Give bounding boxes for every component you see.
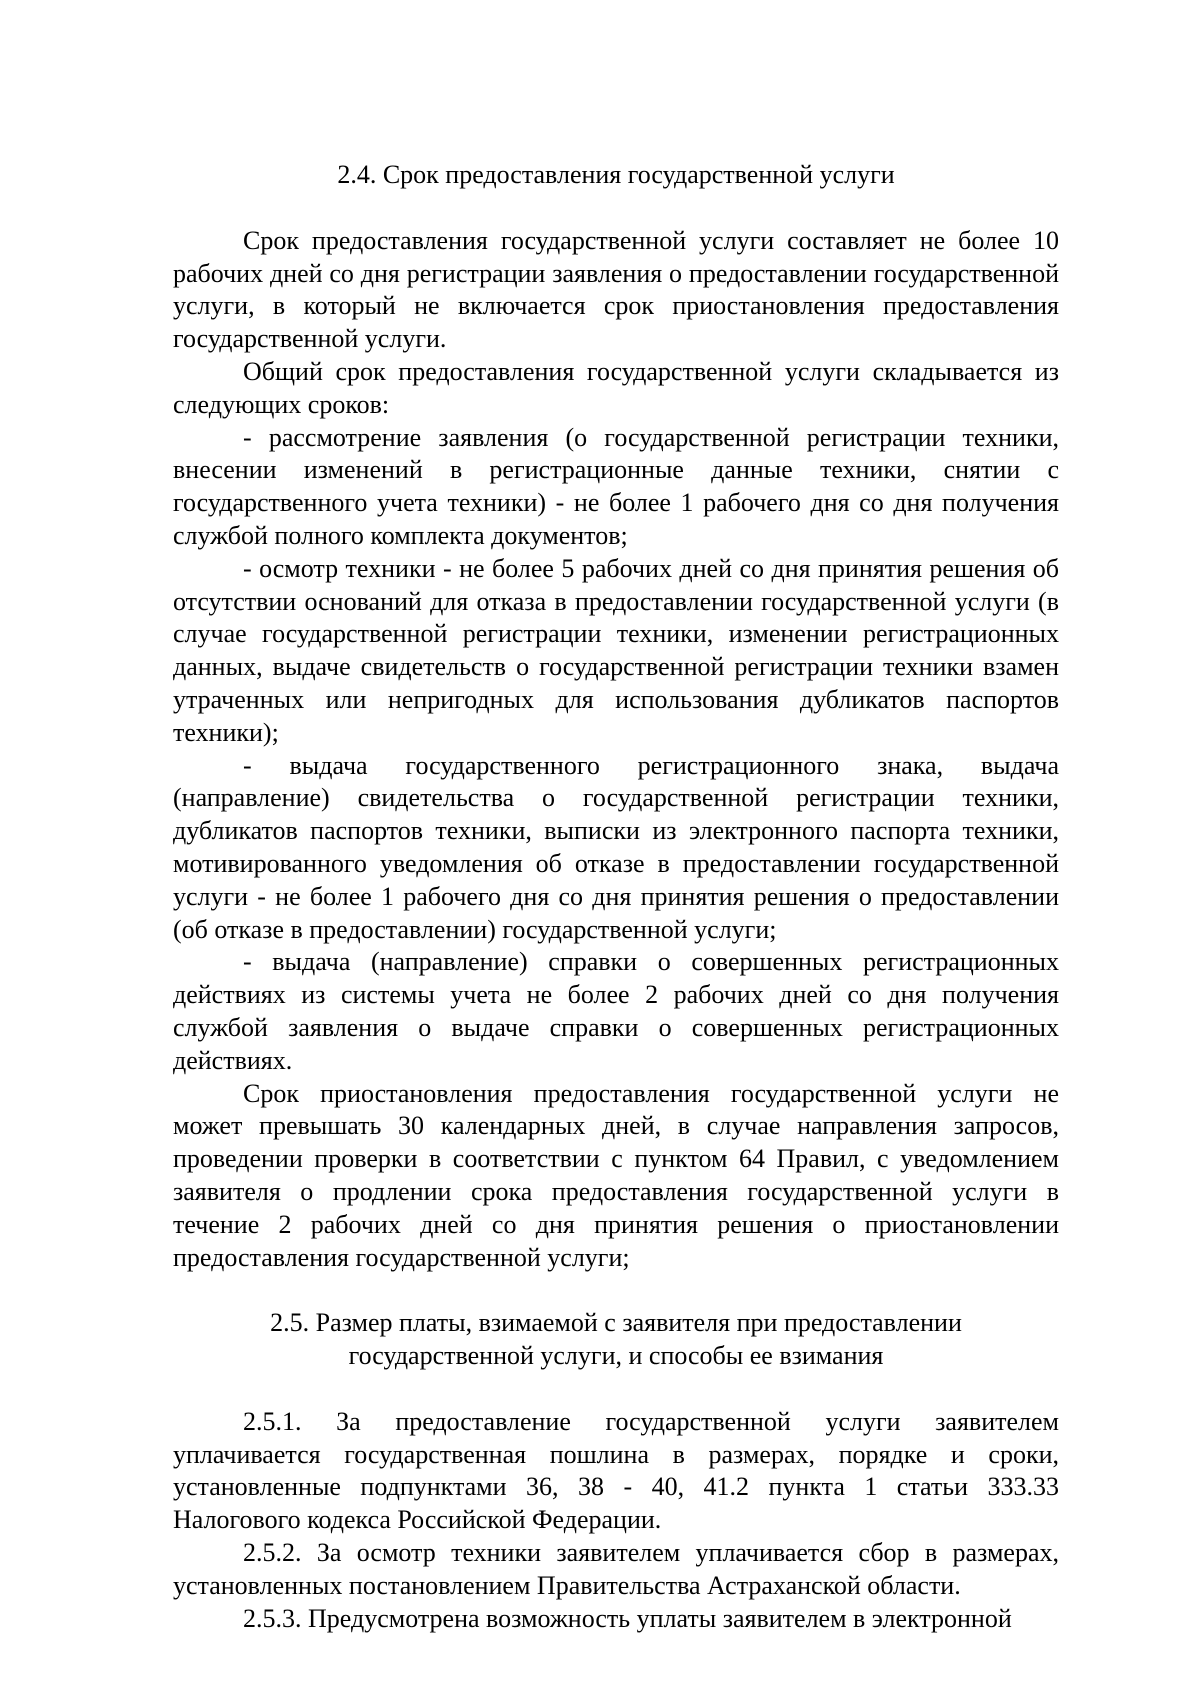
section-2-5-heading-line-2: государственной услуги, и способы ее взимания: [348, 1341, 884, 1371]
paragraph-2-5-2: 2.5.2. За осмотр техники заявителем уплачивается сбор в размерах, установленных постановлением Правительства Астраханской области.: [173, 1538, 1059, 1600]
paragraph-term-review: - рассмотрение заявления (о государственной регистрации техники, внесении изменений в регистрационные данные техники, снятии с государственного учета техники) - не более 1 рабочего дня со дня получения службой полного комплекта документов;: [173, 422, 1059, 550]
paragraph-term-suspension: Срок приостановления предоставления государственной услуги не может превышать 30 календарных дней, в случае направления запросов, проведении проверки в соответствии с пунктом 64 Правил, с уведомлением заявителя о продлении срока предоставления государственной услуги в течение 2 рабочих дней со дня принятия решения о приостановлении предоставления государственной услуги;: [173, 1078, 1059, 1272]
paragraph-term-certificate: - выдача (направление) справки о совершенных регистрационных действиях из системы учета не более 2 рабочих дней со дня получения службой заявления о выдаче справки о совершенных регистрационных действиях.: [173, 947, 1059, 1075]
section-2-5-heading-line-1: 2.5. Размер платы, взимаемой с заявителя при предоставлении: [270, 1308, 962, 1338]
paragraph-2-5-1: 2.5.1. За предоставление государственной услуги заявителем уплачивается государственная пошлина в размерах, порядке и сроки, установленные подпунктами 36, 38 - 40, 41.2 пункта 1 статьи 333.33 Налогового кодекса Российской Федерации.: [173, 1406, 1059, 1535]
section-2-5-heading: [173, 1307, 1059, 1373]
paragraph-2-5-3: 2.5.3. Предусмотрена возможность уплаты заявителем в электронной: [243, 1603, 1012, 1633]
paragraph-term-issuance: - выдача государственного регистрационного знака, выдача (направление) свидетельства о государственной регистрации техники, дубликатов паспортов техники, выписки из электронного паспорта техники, мотивированного уведомления об отказе в предоставлении государственной услуги - не более 1 рабочего дня со дня принятия решения о предоставлении (об отказе в предоставлении) государственной услуги;: [173, 750, 1059, 944]
paragraph-term-inspection: - осмотр техники - не более 5 рабочих дней со дня принятия решения об отсутствии оснований для отказа в предоставлении государственной услуги (в случае государственной регистрации техники, изменении регистрационных данных, выдаче свидетельств о государственной регистрации техники взамен утраченных или непригодных для использования дубликатов паспортов техники);: [173, 553, 1059, 747]
paragraph-term-total: Срок предоставления государственной услуги составляет не более 10 рабочих дней со дня регистрации заявления о предоставлении государственной услуги, в который не включается срок приостановления предоставления государственной услуги.: [173, 225, 1059, 354]
section-2-4-heading: 2.4. Срок предоставления государственной услуги: [337, 160, 895, 189]
paragraph-term-composition: Общий срок предоставления государственной услуги складывается из следующих сроков:: [173, 356, 1059, 419]
